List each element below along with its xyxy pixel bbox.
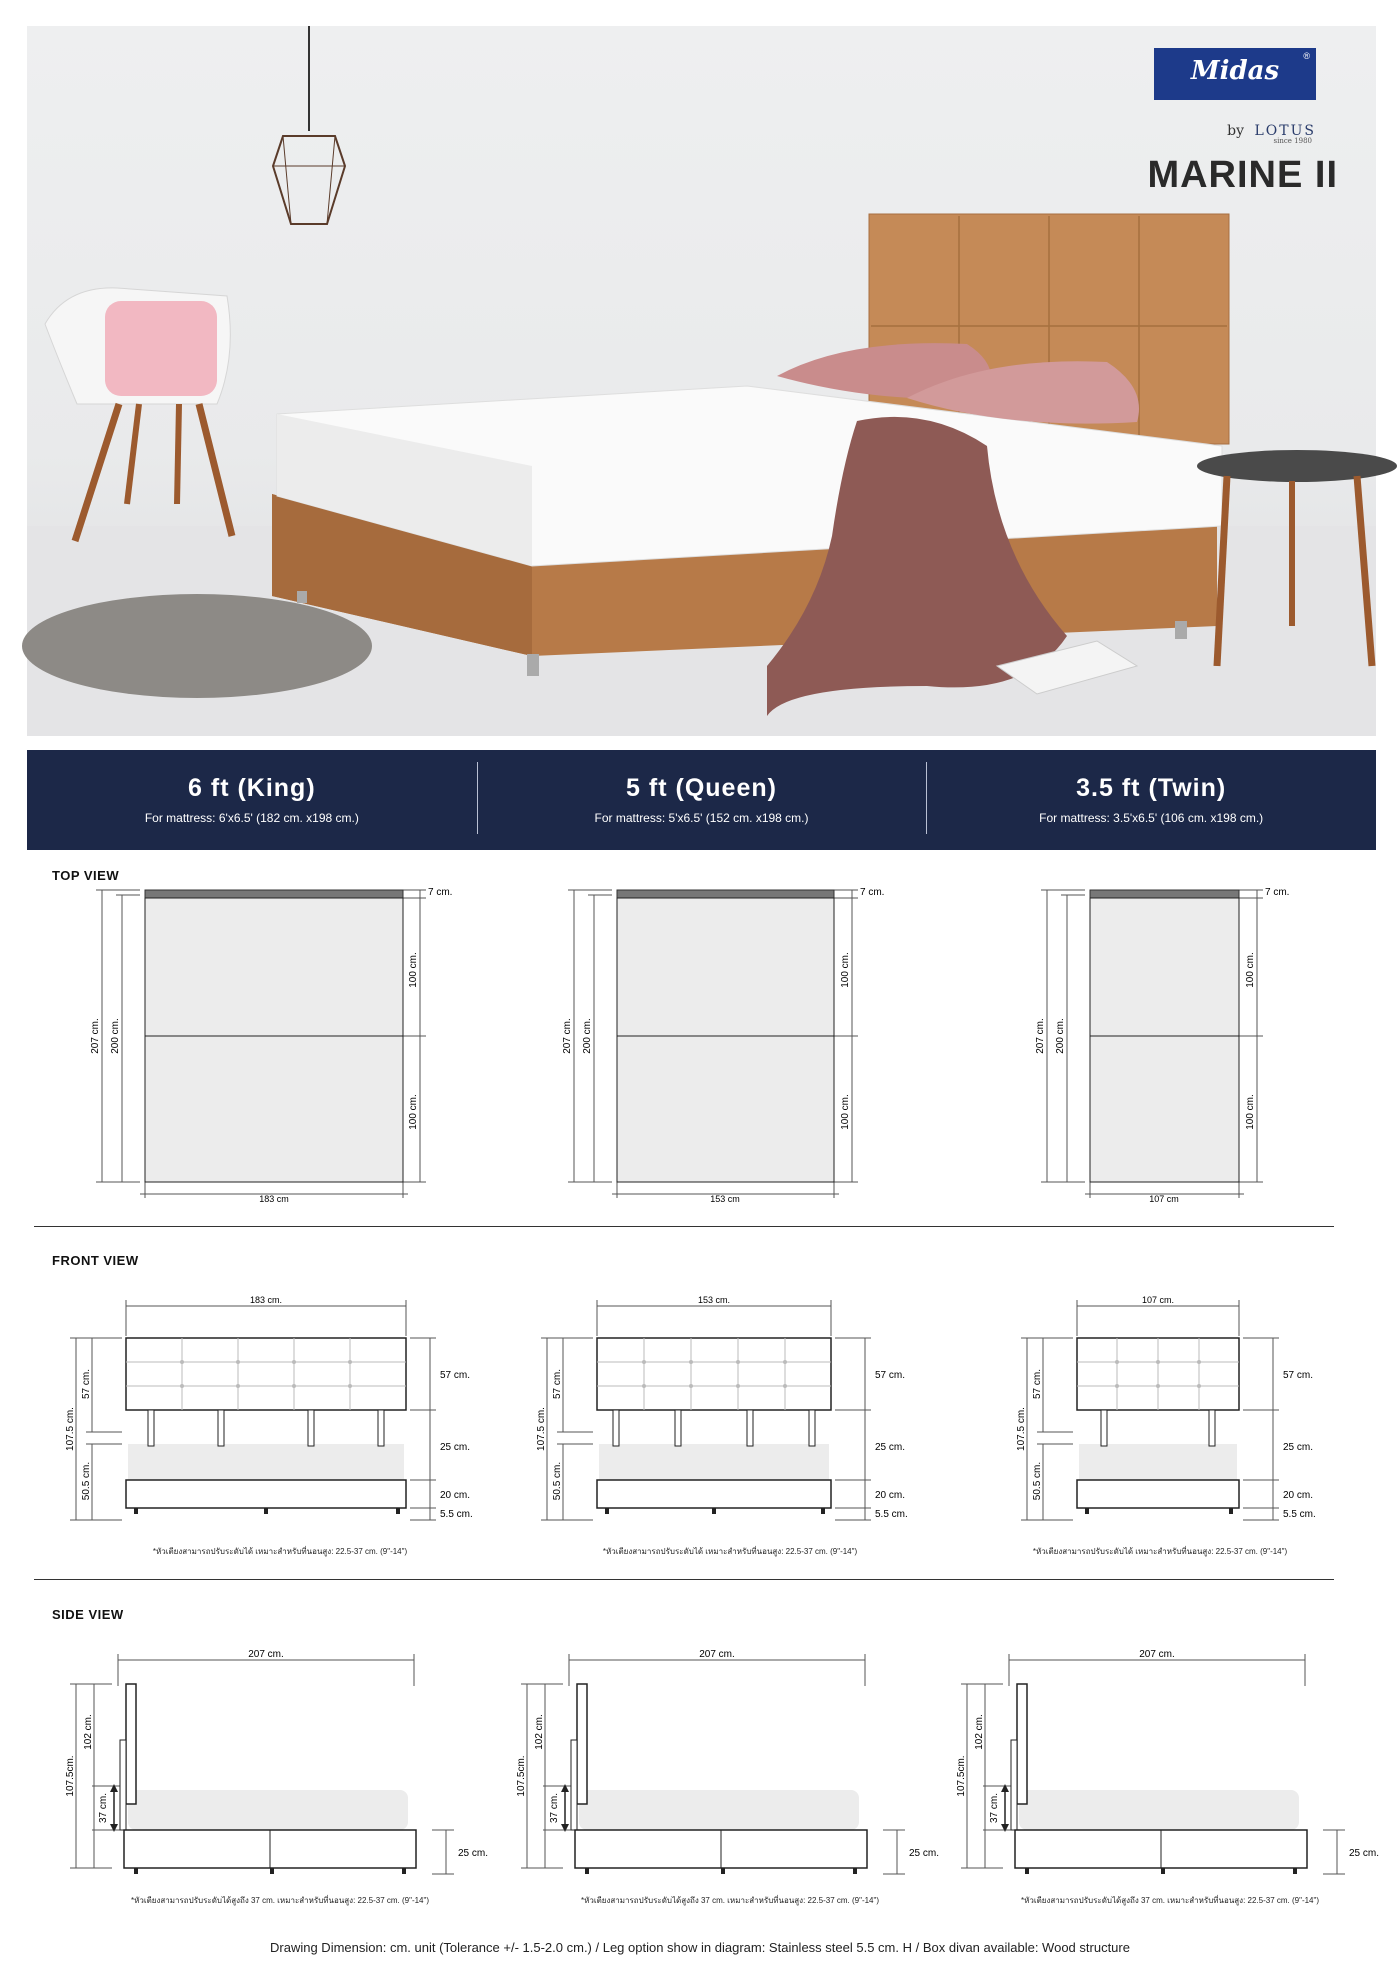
dim-half: 100 cm. xyxy=(840,952,851,988)
footer-note: Drawing Dimension: cm. unit (Tolerance +/- 1.5-2.0 cm.) / Leg option show in diagram: Stainless steel 5.5 cm. H / Box divan available: Wood structure xyxy=(270,1940,1130,1955)
dim-base: 25 cm. xyxy=(909,1848,940,1859)
side-view-twin xyxy=(953,1640,1393,1885)
dim-half: 100 cm. xyxy=(1245,1094,1256,1130)
front-view-label: FRONT VIEW xyxy=(52,1253,139,1268)
front-note: *หัวเตียงสามารถปรับระดับได้ เหมาะสำหรับที่นอนสูง: 22.5-37 cm. (9"-14") xyxy=(602,1547,858,1556)
dim-width: 153 cm xyxy=(710,1194,740,1204)
dim-headboard-left: 57 cm. xyxy=(1032,1368,1043,1400)
dim-total: 107.5 cm. xyxy=(1016,1407,1027,1451)
dim-adjust: 37 cm. xyxy=(549,1792,560,1824)
dim-leg: 5.5 cm. xyxy=(875,1509,908,1520)
dim-base: 20 cm. xyxy=(440,1490,471,1501)
dim-headboard: 57 cm. xyxy=(875,1370,906,1381)
dim-headboard: 102 cm. xyxy=(534,1714,545,1750)
dim-width: 153 cm. xyxy=(697,1295,731,1305)
dim-total: 107.5cm. xyxy=(516,1755,527,1797)
side-view-label: SIDE VIEW xyxy=(52,1607,124,1622)
dim-total: 107.5 cm. xyxy=(536,1407,547,1451)
dim-inner-length: 200 cm. xyxy=(110,1018,121,1054)
size-mattress: For mattress: 3.5'x6.5' (106 cm. x198 cm.) xyxy=(1039,811,1264,825)
dim-total-length: 207 cm. xyxy=(1035,1018,1046,1054)
dim-total: 107.5 cm. xyxy=(65,1407,76,1451)
top-view-queen xyxy=(552,880,885,1215)
dim-inner-length: 200 cm. xyxy=(582,1018,593,1054)
side-note: *หัวเตียงสามารถปรับระดับได้สูงถึง 37 cm. เหมาะสำหรับที่นอนสูง: 22.5-37 cm. (9"-14") xyxy=(130,1896,430,1905)
dim-leg: 5.5 cm. xyxy=(440,1509,473,1520)
size-queen xyxy=(477,750,927,850)
dim-headboard: 102 cm. xyxy=(974,1714,985,1750)
size-title: 6 ft (King) xyxy=(188,774,316,802)
rug-image xyxy=(22,594,372,698)
midas-logo xyxy=(1154,48,1316,100)
size-twin xyxy=(926,750,1376,850)
front-note: *หัวเตียงสามารถปรับระดับได้ เหมาะสำหรับที่นอนสูง: 22.5-37 cm. (9"-14") xyxy=(1032,1547,1288,1556)
front-view-queen xyxy=(533,1296,913,1521)
section-divider xyxy=(34,1226,1334,1227)
dim-lower: 50.5 cm. xyxy=(552,1461,563,1501)
dim-base: 25 cm. xyxy=(458,1848,489,1859)
side-note: *หัวเตียงสามารถปรับระดับได้สูงถึง 37 cm. เหมาะสำหรับที่นอนสูง: 22.5-37 cm. (9"-14") xyxy=(580,1896,880,1905)
midas-logo-text: Midas xyxy=(1190,56,1280,86)
size-king xyxy=(27,750,477,850)
side-note: *หัวเตียงสามารถปรับระดับได้สูงถึง 37 cm. เหมาะสำหรับที่นอนสูง: 22.5-37 cm. (9"-14") xyxy=(1020,1896,1320,1905)
hero-photo xyxy=(27,26,1376,736)
dim-half: 100 cm. xyxy=(840,1094,851,1130)
dim-base: 25 cm. xyxy=(1349,1848,1380,1859)
size-mattress: For mattress: 6'x6.5' (182 cm. x198 cm.) xyxy=(144,811,359,825)
size-mattress: For mattress: 5'x6.5' (152 cm. x198 cm.) xyxy=(594,811,809,825)
lotus-text: LOTUS xyxy=(1254,123,1316,139)
dim-lower: 50.5 cm. xyxy=(1032,1461,1043,1501)
size-banner xyxy=(27,750,1376,850)
brand-logo-block xyxy=(1116,48,1316,145)
dim-gap: 25 cm. xyxy=(1283,1442,1314,1453)
size-title: 3.5 ft (Twin) xyxy=(1076,774,1227,802)
dim-adjust: 37 cm. xyxy=(989,1792,1000,1824)
dim-headboard: 7 cm. xyxy=(860,887,885,898)
dim-total-length: 207 cm. xyxy=(90,1018,101,1054)
dim-total: 107.5cm. xyxy=(956,1755,967,1797)
dim-gap: 25 cm. xyxy=(875,1442,906,1453)
dim-width: 107 cm xyxy=(1149,1194,1179,1204)
dim-headboard: 7 cm. xyxy=(1265,887,1290,898)
dim-half: 100 cm. xyxy=(408,952,419,988)
front-view-king xyxy=(62,1296,482,1521)
dim-width: 183 cm. xyxy=(249,1295,283,1305)
top-view-twin xyxy=(1025,880,1290,1215)
lotus-logo xyxy=(1116,123,1316,145)
dim-total: 107.5cm. xyxy=(65,1755,76,1797)
dim-base: 20 cm. xyxy=(1283,1490,1314,1501)
side-view-queen xyxy=(513,1640,953,1885)
dim-lower: 50.5 cm. xyxy=(81,1461,92,1501)
top-view-king xyxy=(80,880,480,1215)
size-title: 5 ft (Queen) xyxy=(626,774,777,802)
dim-headboard: 57 cm. xyxy=(1283,1370,1314,1381)
dim-width: 107 cm. xyxy=(1141,1295,1175,1305)
dim-headboard: 7 cm. xyxy=(428,887,453,898)
dim-half: 100 cm. xyxy=(1245,952,1256,988)
model-title: MARINE II xyxy=(1147,154,1338,196)
since-text: since 1980 xyxy=(1273,137,1312,145)
dim-headboard: 57 cm. xyxy=(440,1370,471,1381)
dim-gap: 25 cm. xyxy=(440,1442,471,1453)
dim-base: 20 cm. xyxy=(875,1490,906,1501)
registered-mark: ® xyxy=(1303,51,1310,61)
dim-width: 183 cm xyxy=(259,1194,289,1204)
side-view-king xyxy=(62,1640,502,1885)
dim-adjust: 37 cm. xyxy=(98,1792,109,1824)
front-view-twin xyxy=(1013,1296,1323,1521)
dim-headboard: 102 cm. xyxy=(83,1714,94,1750)
front-note: *หัวเตียงสามารถปรับระดับได้ เหมาะสำหรับที่นอนสูง: 22.5-37 cm. (9"-14") xyxy=(152,1547,408,1556)
dim-headboard-left: 57 cm. xyxy=(81,1368,92,1400)
dim-inner-length: 200 cm. xyxy=(1055,1018,1066,1054)
dim-total-length: 207 cm. xyxy=(562,1018,573,1054)
dim-length: 207 cm. xyxy=(699,1649,735,1660)
dim-length: 207 cm. xyxy=(248,1649,284,1660)
dim-headboard-left: 57 cm. xyxy=(552,1368,563,1400)
section-divider xyxy=(34,1579,1334,1580)
dim-leg: 5.5 cm. xyxy=(1283,1509,1316,1520)
dim-half: 100 cm. xyxy=(408,1094,419,1130)
by-text: by xyxy=(1227,123,1245,139)
dim-length: 207 cm. xyxy=(1139,1649,1175,1660)
top-view-label: TOP VIEW xyxy=(52,868,120,883)
